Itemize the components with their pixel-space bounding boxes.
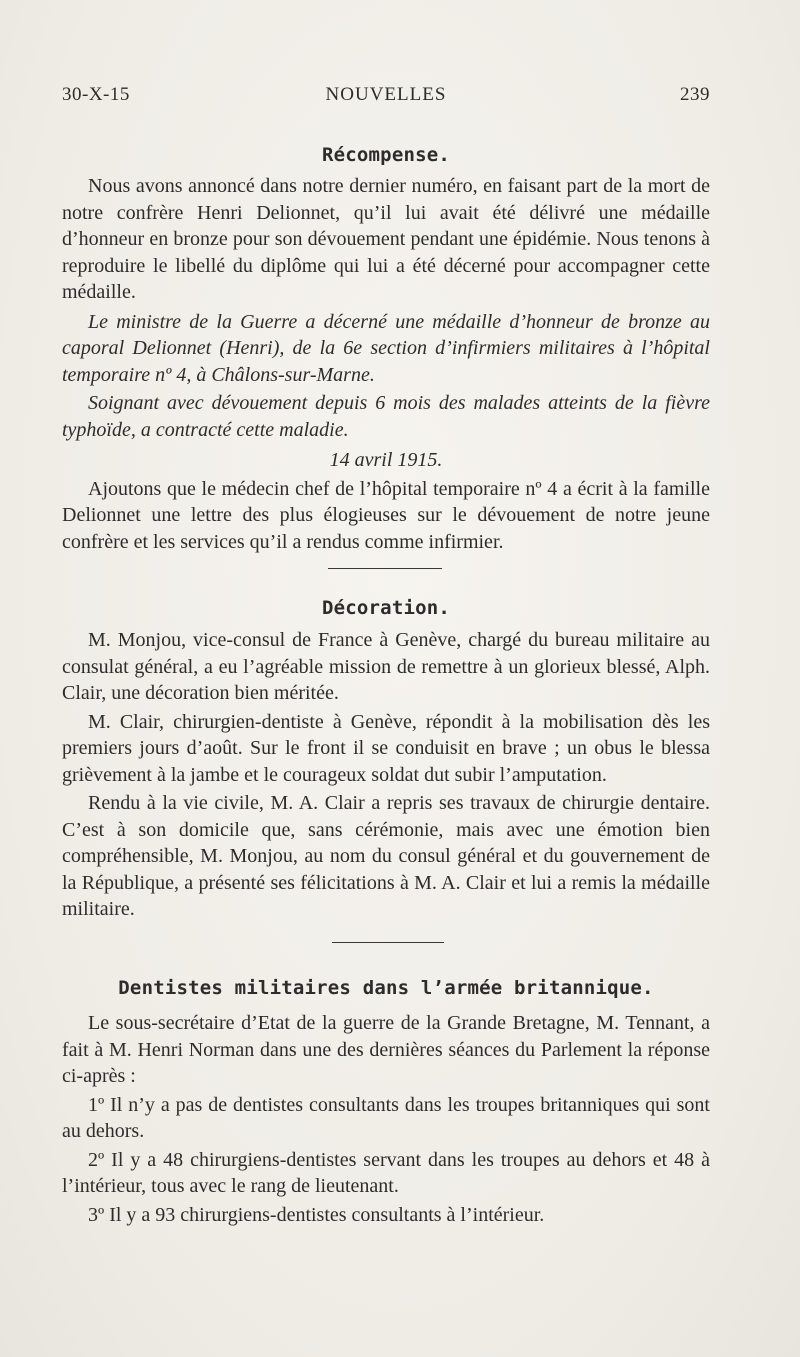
heading-dentistes-militaires: Dentistes militaires dans l’armée britannique. — [118, 977, 654, 999]
list-item: 2º Il y a 48 chirurgiens-dentistes servant dans les troupes au dehors et 48 à l’intérieur, tous avec le rang de lieutenant. — [62, 1148, 710, 1197]
section-divider — [328, 568, 442, 569]
section-decoration — [62, 627, 710, 923]
diploma-citation-reason: Soignant avec dévouement depuis 6 mois des malades atteints de la fièvre typhoïde, a contracté cette maladie. — [62, 392, 710, 441]
paragraph: Le sous-secrétaire d’Etat de la guerre de la Grande Bretagne, M. Tennant, a fait à M. Henri Norman dans une des dernières séances du Parlement la réponse ci-après : — [62, 1012, 710, 1087]
page-number: 239 — [680, 84, 710, 105]
paragraph: Rendu à la vie civile, M. A. Clair a repris ses travaux de chirurgie dentaire. C’est à son domicile que, sans cérémonie, mais avec une émotion bien compréhensible, M. Monjou, au nom du consul général et du gouvernement de la République, a présenté ses félicitations à M. A. Clair et lui a remis la médaille militaire. — [62, 792, 710, 920]
paragraph: M. Monjou, vice-consul de France à Genève, chargé du bureau militaire au consulat général, a eu l’agréable mission de remettre à un glorieux blessé, Alph. Clair, une décoration bien méritée. — [62, 629, 710, 704]
paragraph: Nous avons annoncé dans notre dernier numéro, en faisant part de la mort de notre confrère Henri Delionnet, qu’il lui avait été délivré une médaille d’honneur en bronze pour son dévouement pendant une épidémie. Nous tenons à reproduire le libellé du diplôme qui lui a été décerné pour accompagner cette médaille. — [62, 175, 710, 303]
header-section-title: NOUVELLES — [325, 84, 447, 105]
section-divider — [332, 942, 444, 943]
diploma-citation: Le ministre de la Guerre a décerné une médaille d’honneur de bronze au caporal Delionnet (Henri), de la 6e section d’infirmiers militaires à l’hôpital temporaire nº 4, à Châlons-sur-Marne. — [62, 310, 710, 386]
paragraph: Ajoutons que le médecin chef de l’hôpital temporaire nº 4 a écrit à la famille Delionnet une lettre des plus élogieuses sur le dévouement de notre jeune confrère et les services qu’il a rendus comme infirmier. — [62, 477, 710, 553]
paragraph: M. Clair, chirurgien-dentiste à Genève, répondit à la mobilisation dès les premiers jours d’août. Sur le front il se conduisit en brave ; un obus le blessa grièvement à la jambe et le courageux soldat dut subir l’amputation. — [62, 710, 710, 786]
diploma-date: 14 avril 1915. — [329, 449, 443, 471]
section-recompense — [62, 173, 710, 555]
header-date: 30-X-15 — [62, 84, 130, 105]
list-item: 3º Il y a 93 chirurgiens-dentistes consultants à l’intérieur. — [88, 1203, 545, 1226]
heading-decoration: Décoration. — [321, 597, 451, 619]
heading-recompense: Récompense. — [321, 144, 451, 166]
list-item: 1º Il n’y a pas de dentistes consultants dans les troupes britanniques qui sont au dehors. — [62, 1093, 710, 1142]
section-dentistes-militaires — [62, 1010, 710, 1228]
